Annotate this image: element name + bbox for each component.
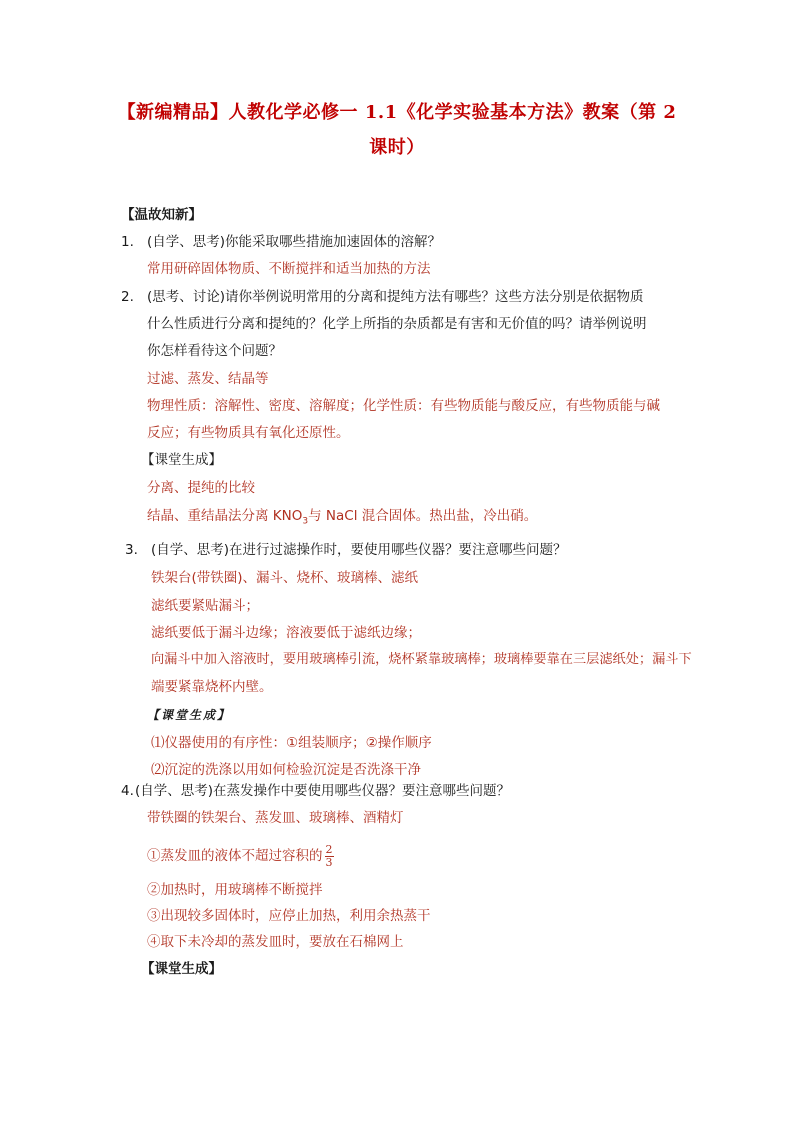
q3-answer-line5: 端要紧靠烧杯内壁。 xyxy=(151,679,273,695)
q2-class-heading: 【课堂生成】 xyxy=(141,452,222,468)
q1-question: (自学、思考)你能采取哪些措施加速固体的溶解？ xyxy=(147,234,442,250)
q4-number: 4. xyxy=(121,783,134,799)
q2-question-line1: (思考、讨论)请你举例说明常用的分离和提纯方法有哪些？这些方法分别是依据物质 xyxy=(147,289,644,305)
q3-answer-line4: 向漏斗中加入溶液时，要用玻璃棒引流，烧杯紧靠玻璃棒；玻璃棒要靠在三层滤纸处；漏斗下 xyxy=(151,652,692,667)
q1-number: 1. xyxy=(121,234,134,250)
q2-class-line2-a: 结晶、重结晶法分离 KNO xyxy=(147,508,303,524)
q2-question-line2: 什么性质进行分离和提纯的？化学上所指的杂质都是有害和无价值的吗？请举例说明 xyxy=(147,316,647,332)
q2-number: 2. xyxy=(121,289,134,305)
q3-number: 3. xyxy=(125,542,138,558)
q2-class-line2-b: 与 NaCl 混合固体。热出盐，冷出硝。 xyxy=(308,508,538,524)
q2-answer-line1: 过滤、蒸发、结晶等 xyxy=(147,371,269,387)
review-heading: 【温故知新】 xyxy=(121,207,202,223)
q3-class-line2: ⑵沉淀的洗涤以用如何检验沉淀是否洗涤干净 xyxy=(151,762,421,778)
q2-answer-line3: 反应；有些物质具有氧化还原性。 xyxy=(147,425,350,441)
q1-answer: 常用研碎固体物质、不断搅拌和适当加热的方法 xyxy=(147,261,431,277)
q3-answer-line2: 滤纸要紧贴漏斗； xyxy=(151,598,259,614)
fraction-numerator: 2 xyxy=(325,843,333,856)
q4-note1-text: ①蒸发皿的液体不超过容积的 xyxy=(147,848,323,864)
q2-class-line2-sub: 3 xyxy=(302,516,309,527)
q4-note3: ③出现较多固体时，应停止加热，利用余热蒸干 xyxy=(147,908,431,924)
q3-answer-line1: 铁架台(带铁圈)、漏斗、烧杯、玻璃棒、滤纸 xyxy=(151,570,419,586)
q4-note1 xyxy=(147,844,334,869)
q3-class-heading: 【课堂生成】 xyxy=(147,708,232,722)
q3-answer-line3: 滤纸要低于漏斗边缘；溶液要低于滤纸边缘； xyxy=(151,625,421,641)
q2-question-line3: 你怎样看待这个问题？ xyxy=(147,343,282,359)
q4-note4: ④取下未冷却的蒸发皿时，要放在石棉网上 xyxy=(147,934,404,950)
fraction-denominator: 3 xyxy=(325,856,333,869)
q2-class-line1: 分离、提纯的比较 xyxy=(147,480,255,496)
q3-class-line1: ⑴仪器使用的有序性：①组装顺序；②操作顺序 xyxy=(151,735,432,751)
fraction-two-thirds xyxy=(325,844,334,869)
q4-question: (自学、思考)在蒸发操作中要使用哪些仪器？要注意哪些问题？ xyxy=(135,783,511,799)
q4-answer-line1: 带铁圈的铁架台、蒸发皿、玻璃棒、酒精灯 xyxy=(147,810,404,826)
q2-class-line2 xyxy=(147,506,537,532)
q4-note2: ②加热时，用玻璃棒不断搅拌 xyxy=(147,882,323,898)
doc-title-line2: 课时） xyxy=(369,137,425,158)
q3-question: (自学、思考)在进行过滤操作时，要使用哪些仪器？要注意哪些问题？ xyxy=(151,542,567,558)
q4-class-heading: 【课堂生成】 xyxy=(141,961,222,977)
q2-answer-line2: 物理性质：溶解性、密度、溶解度；化学性质：有些物质能与酸反应，有些物质能与碱 xyxy=(147,398,660,414)
doc-title-line1: 【新编精品】人教化学必修一 1.1《化学实验基本方法》教案（第 2 xyxy=(117,102,677,123)
